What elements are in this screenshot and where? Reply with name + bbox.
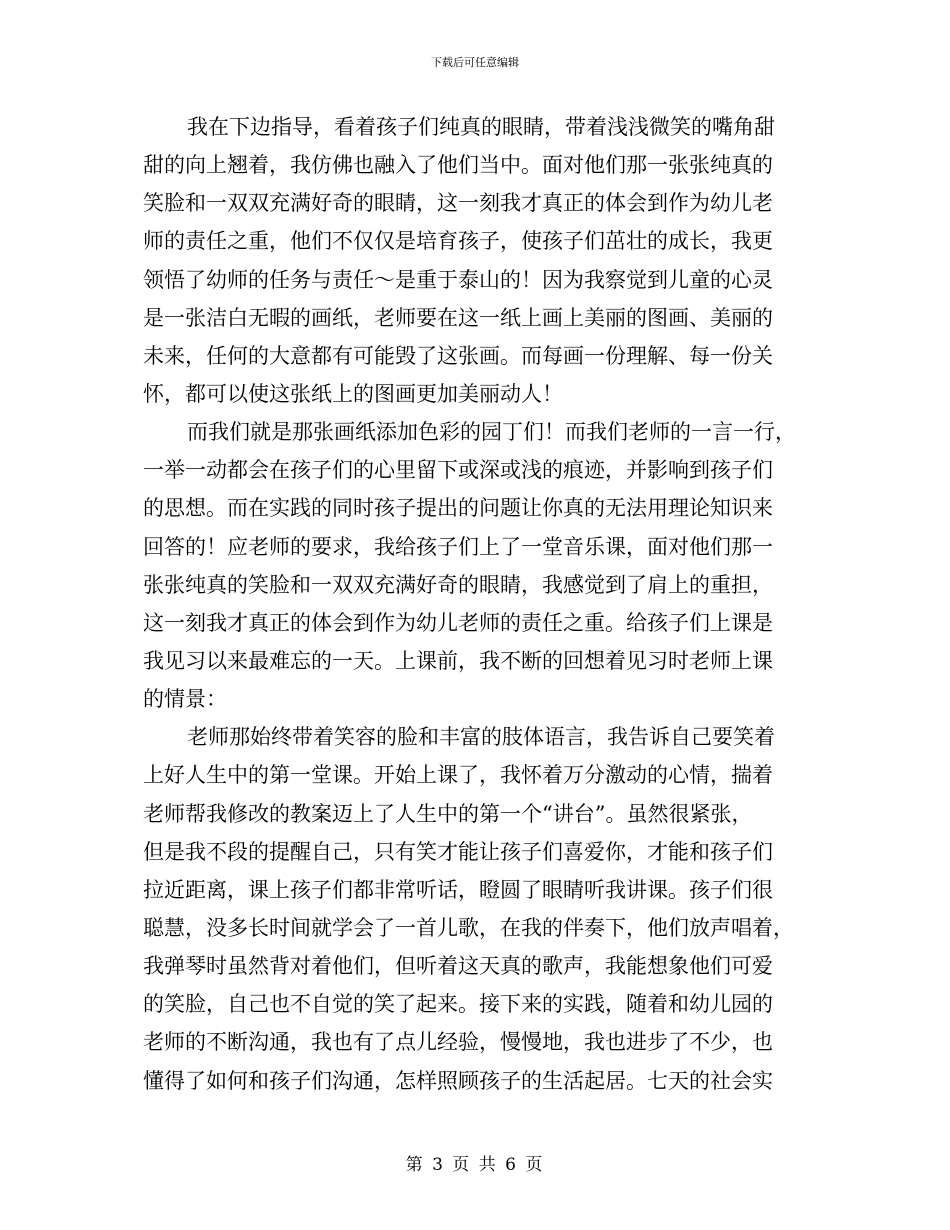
text-line: 甜的向上翘着，我仿佛也融入了他们当中。面对他们那一张张纯真的: [143, 153, 773, 178]
text-line: 而我们就是那张画纸添加色彩的园丁们！而我们老师的一言一行，: [187, 420, 796, 445]
text-line: 师的责任之重，他们不仅仅是培育孩子，使孩子们茁壮的成长，我更: [143, 229, 773, 254]
text-line: 但是我不段的提醒自己，只有笑才能让孩子们喜爱你，才能和孩子们: [143, 839, 773, 864]
text-line: 聪慧，没多长时间就学会了一首儿歌，在我的伴奏下，他们放声唱着，: [143, 915, 794, 940]
text-line: 懂得了如何和孩子们沟通，怎样照顾孩子的生活起居。七天的社会实: [143, 1068, 773, 1093]
text-line: 的思想。而在实践的同时孩子提出的问题让你真的无法用理论知识来: [143, 496, 773, 521]
text-line: 我弹琴时虽然背对着他们，但听着这天真的歌声，我能想象他们可爱: [143, 954, 773, 979]
text-line: 上好人生中的第一堂课。开始上课了，我怀着万分激动的心情，揣着: [143, 763, 773, 788]
text-line: 一举一动都会在孩子们的心里留下或深或浅的痕迹，并影响到孩子们: [143, 458, 773, 483]
text-line: 的情景：: [143, 687, 227, 712]
page-number: 第 3 页 共 6 页: [405, 1155, 545, 1175]
text-line: 拉近距离，课上孩子们都非常听话，瞪圆了眼睛听我讲课。孩子们很: [143, 877, 773, 902]
page-header: 下载后可任意编辑: [431, 56, 519, 69]
text-line: 笑脸和一双双充满好奇的眼睛，这一刻我才真正的体会到作为幼儿老: [143, 191, 773, 216]
document-body: [143, 108, 803, 1100]
text-line: 领悟了幼师的任务与责任～是重于泰山的！因为我察觉到儿童的心灵: [143, 267, 773, 292]
text-line: 我见习以来最难忘的一天。上课前，我不断的回想着见习时老师上课: [143, 648, 773, 673]
text-line: 老师帮我修改的教案迈上了人生中的第一个“讲台”。虽然很紧张，: [143, 801, 753, 826]
text-line: 张张纯真的笑脸和一双双充满好奇的眼睛，我感觉到了肩上的重担，: [143, 572, 773, 597]
text-line: 这一刻我才真正的体会到作为幼儿老师的责任之重。给孩子们上课是: [143, 610, 773, 635]
text-line: 老师那始终带着笑容的脸和丰富的肢体语言，我告诉自己要笑着: [187, 725, 775, 750]
text-line: 是一张洁白无暇的画纸，老师要在这一纸上画上美丽的图画、美丽的: [143, 305, 773, 330]
text-line: 未来，任何的大意都有可能毁了这张画。而每画一份理解、每一份关: [143, 343, 773, 368]
text-line: 老师的不断沟通，我也有了点儿经验，慢慢地，我也进步了不少，也: [143, 1030, 773, 1055]
text-line: 回答的！应老师的要求，我给孩子们上了一堂音乐课，面对他们那一: [143, 534, 773, 559]
text-line: 怀，都可以使这张纸上的图画更加美丽动人！: [143, 381, 563, 406]
text-line: 的笑脸，自己也不自觉的笑了起来。接下来的实践，随着和幼儿园的: [143, 992, 773, 1017]
text-line: 我在下边指导，看着孩子们纯真的眼睛，带着浅浅微笑的嘴角甜: [187, 115, 775, 139]
